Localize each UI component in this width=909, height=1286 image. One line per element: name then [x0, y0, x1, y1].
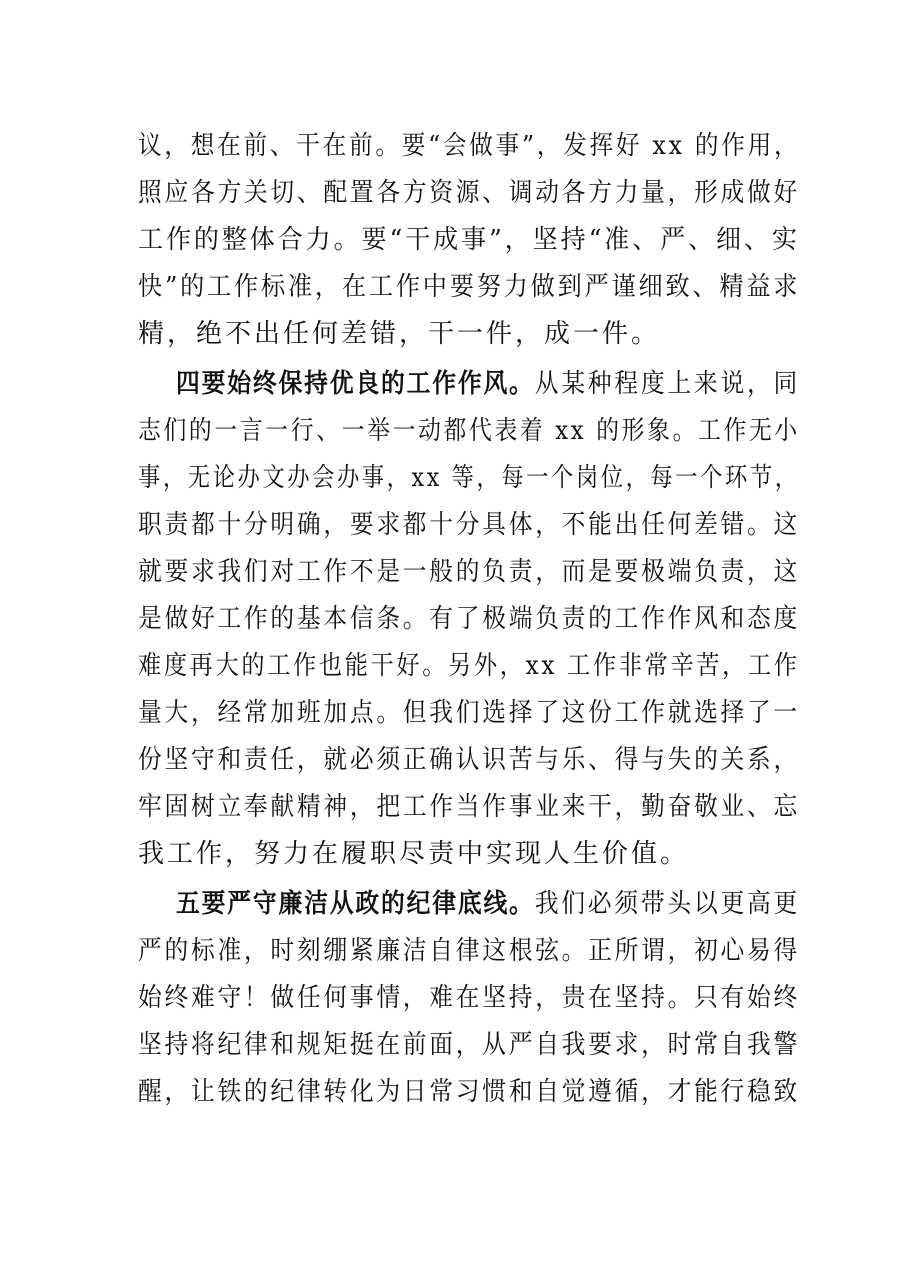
body-line: 始终难守！做任何事情，难在坚持，贵在坚持。只有始终	[138, 983, 801, 1013]
body-line: 我工作，努力在履职尽责中实现人生价值。	[138, 839, 690, 869]
body-text: 从某种程度上来说，同	[534, 369, 801, 399]
body-line: 难度再大的工作也能干好。另外，xx 工作非常辛苦，工作	[138, 651, 800, 681]
body-line: 牢固树立奉献精神，把工作当作事业来干，勤奋敬业、忘	[138, 792, 801, 822]
body-text: 我们必须带头以更高更	[534, 889, 801, 919]
body-line: 工作的整体合力。要“干成事”，坚持“准、严、细、实	[138, 225, 800, 255]
body-line: 醒，让铁的纪律转化为日常习惯和自觉遵循，才能行稳致	[138, 1077, 801, 1107]
body-line: 是做好工作的基本信条。有了极端负责的工作作风和态度	[138, 604, 801, 634]
body-line: 精，绝不出任何差错，干一件，成一件。	[138, 319, 661, 349]
body-line: 快”的工作标准，在工作中要努力做到严谨细致、精益求	[138, 272, 801, 302]
paragraph-heading: 五要严守廉洁从政的纪律底线。	[176, 889, 535, 919]
body-line: 职责都十分明确，要求都十分具体，不能出任何差错。这	[138, 510, 801, 540]
paragraph-first-line	[176, 884, 800, 924]
body-line: 严的标准，时刻绷紧廉洁自律这根弦。正所谓，初心易得	[138, 936, 801, 966]
body-line: 事，无论办文办会办事，xx 等，每一个岗位，每一个环节，	[138, 463, 800, 493]
paragraph-first-line	[176, 364, 800, 404]
paragraph-heading: 四要始终保持优良的工作作风。	[176, 369, 535, 399]
body-line: 份坚守和责任，就必须正确认识苦与乐、得与失的关系，	[138, 745, 801, 775]
body-line: 量大，经常加班加点。但我们选择了这份工作就选择了一	[138, 698, 801, 728]
body-line: 志们的一言一行、一举一动都代表着 xx 的形象。工作无小	[138, 416, 800, 446]
body-line: 照应各方关切、配置各方资源、调动各方力量，形成做好	[138, 178, 801, 208]
body-line: 坚持将纪律和规矩挺在前面，从严自我要求，时常自我警	[138, 1030, 801, 1060]
body-line: 就要求我们对工作不是一般的负责，而是要极端负责，这	[138, 557, 801, 587]
body-line: 议，想在前、干在前。要“会做事”，发挥好 xx 的作用，	[138, 131, 801, 161]
